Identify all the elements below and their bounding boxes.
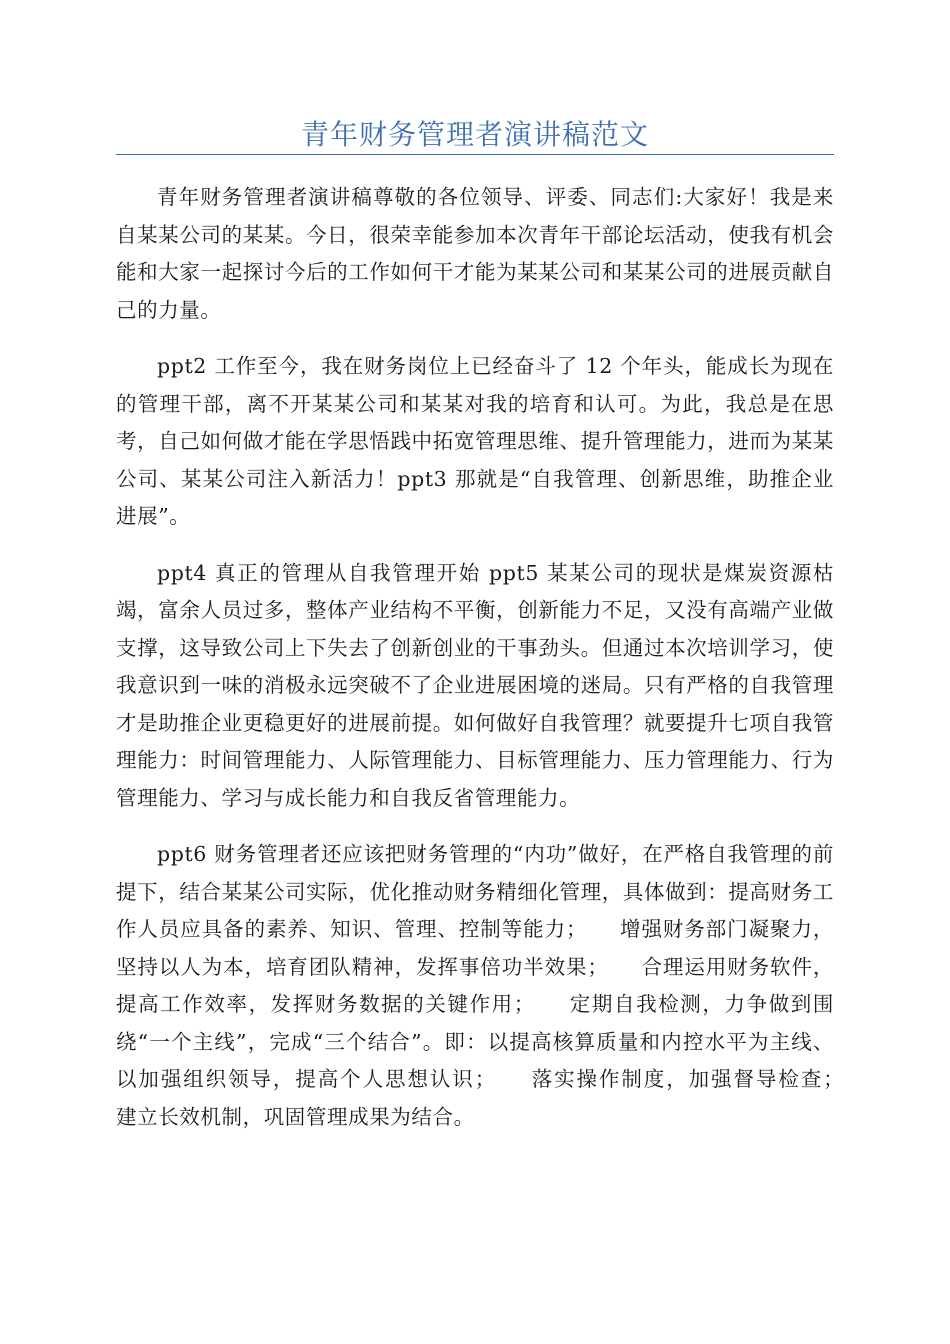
document-title: 青年财务管理者演讲稿范文 xyxy=(300,118,649,151)
document-body xyxy=(116,179,877,1136)
title-block xyxy=(116,0,834,155)
paragraph-4: ppt6 财务管理者还应该把财务管理的“内功”做好，在严格自我管理的前提下，结合某某公司实际，优化推动财务精细化管理，具体做到：提高财务工作人员应具备的素养、知识、管理、控制等能力； 增强财务部门凝聚力，坚持以人为本，培育团队精神，发挥事倍功半效果； 合理运用财务软件，提高工作效率，发挥财务数据的关键作用； 定期自我检测，力争做到围绕“一个主线”，完成“三个结合”。即：以提高核算质量和内控水平为主线、以加强组织领导，提高个人思想认识； 落实操作制度，加强督导检查； 建立长效机制，巩固管理成果为结合。 xyxy=(116,842,877,1129)
paragraph-1: 青年财务管理者演讲稿尊敬的各位领导、评委、同志们:大家好！我是来自某某公司的某某。今日，很荣幸能参加本次青年干部论坛活动，使我有机会能和大家一起探讨今后的工作如何干才能为某某公司和某某公司的进展贡献自己的力量。 xyxy=(116,185,834,322)
title-underline xyxy=(116,154,834,155)
paragraph-2: ppt2 工作至今，我在财务岗位上已经奋斗了 12 个年头，能成长为现在的管理干部，离不开某某公司和某某对我的培育和认可。为此，我总是在思考，自己如何做才能在学思悟践中拓宽管理思维、提升管理能力，进而为某某公司、某某公司注入新活力！ppt3 那就是“自我管理、创新思维，助推企业进展”。 xyxy=(116,354,834,528)
paragraph-3: ppt4 真正的管理从自我管理开始 ppt5 某某公司的现状是煤炭资源枯竭，富余人员过多，整体产业结构不平衡，创新能力不足，又没有高端产业做支撑，这导致公司上下失去了创新创业的干事劲头。但通过本次培训学习，使我意识到一味的消极永远突破不了企业进展困境的迷局。只有严格的自我管理才是助推企业更稳更好的进展前提。如何做好自我管理？就要提升七项自我管理能力：时间管理能力、人际管理能力、目标管理能力、压力管理能力、行为管理能力、学习与成长能力和自我反省管理能力。 xyxy=(116,560,834,810)
